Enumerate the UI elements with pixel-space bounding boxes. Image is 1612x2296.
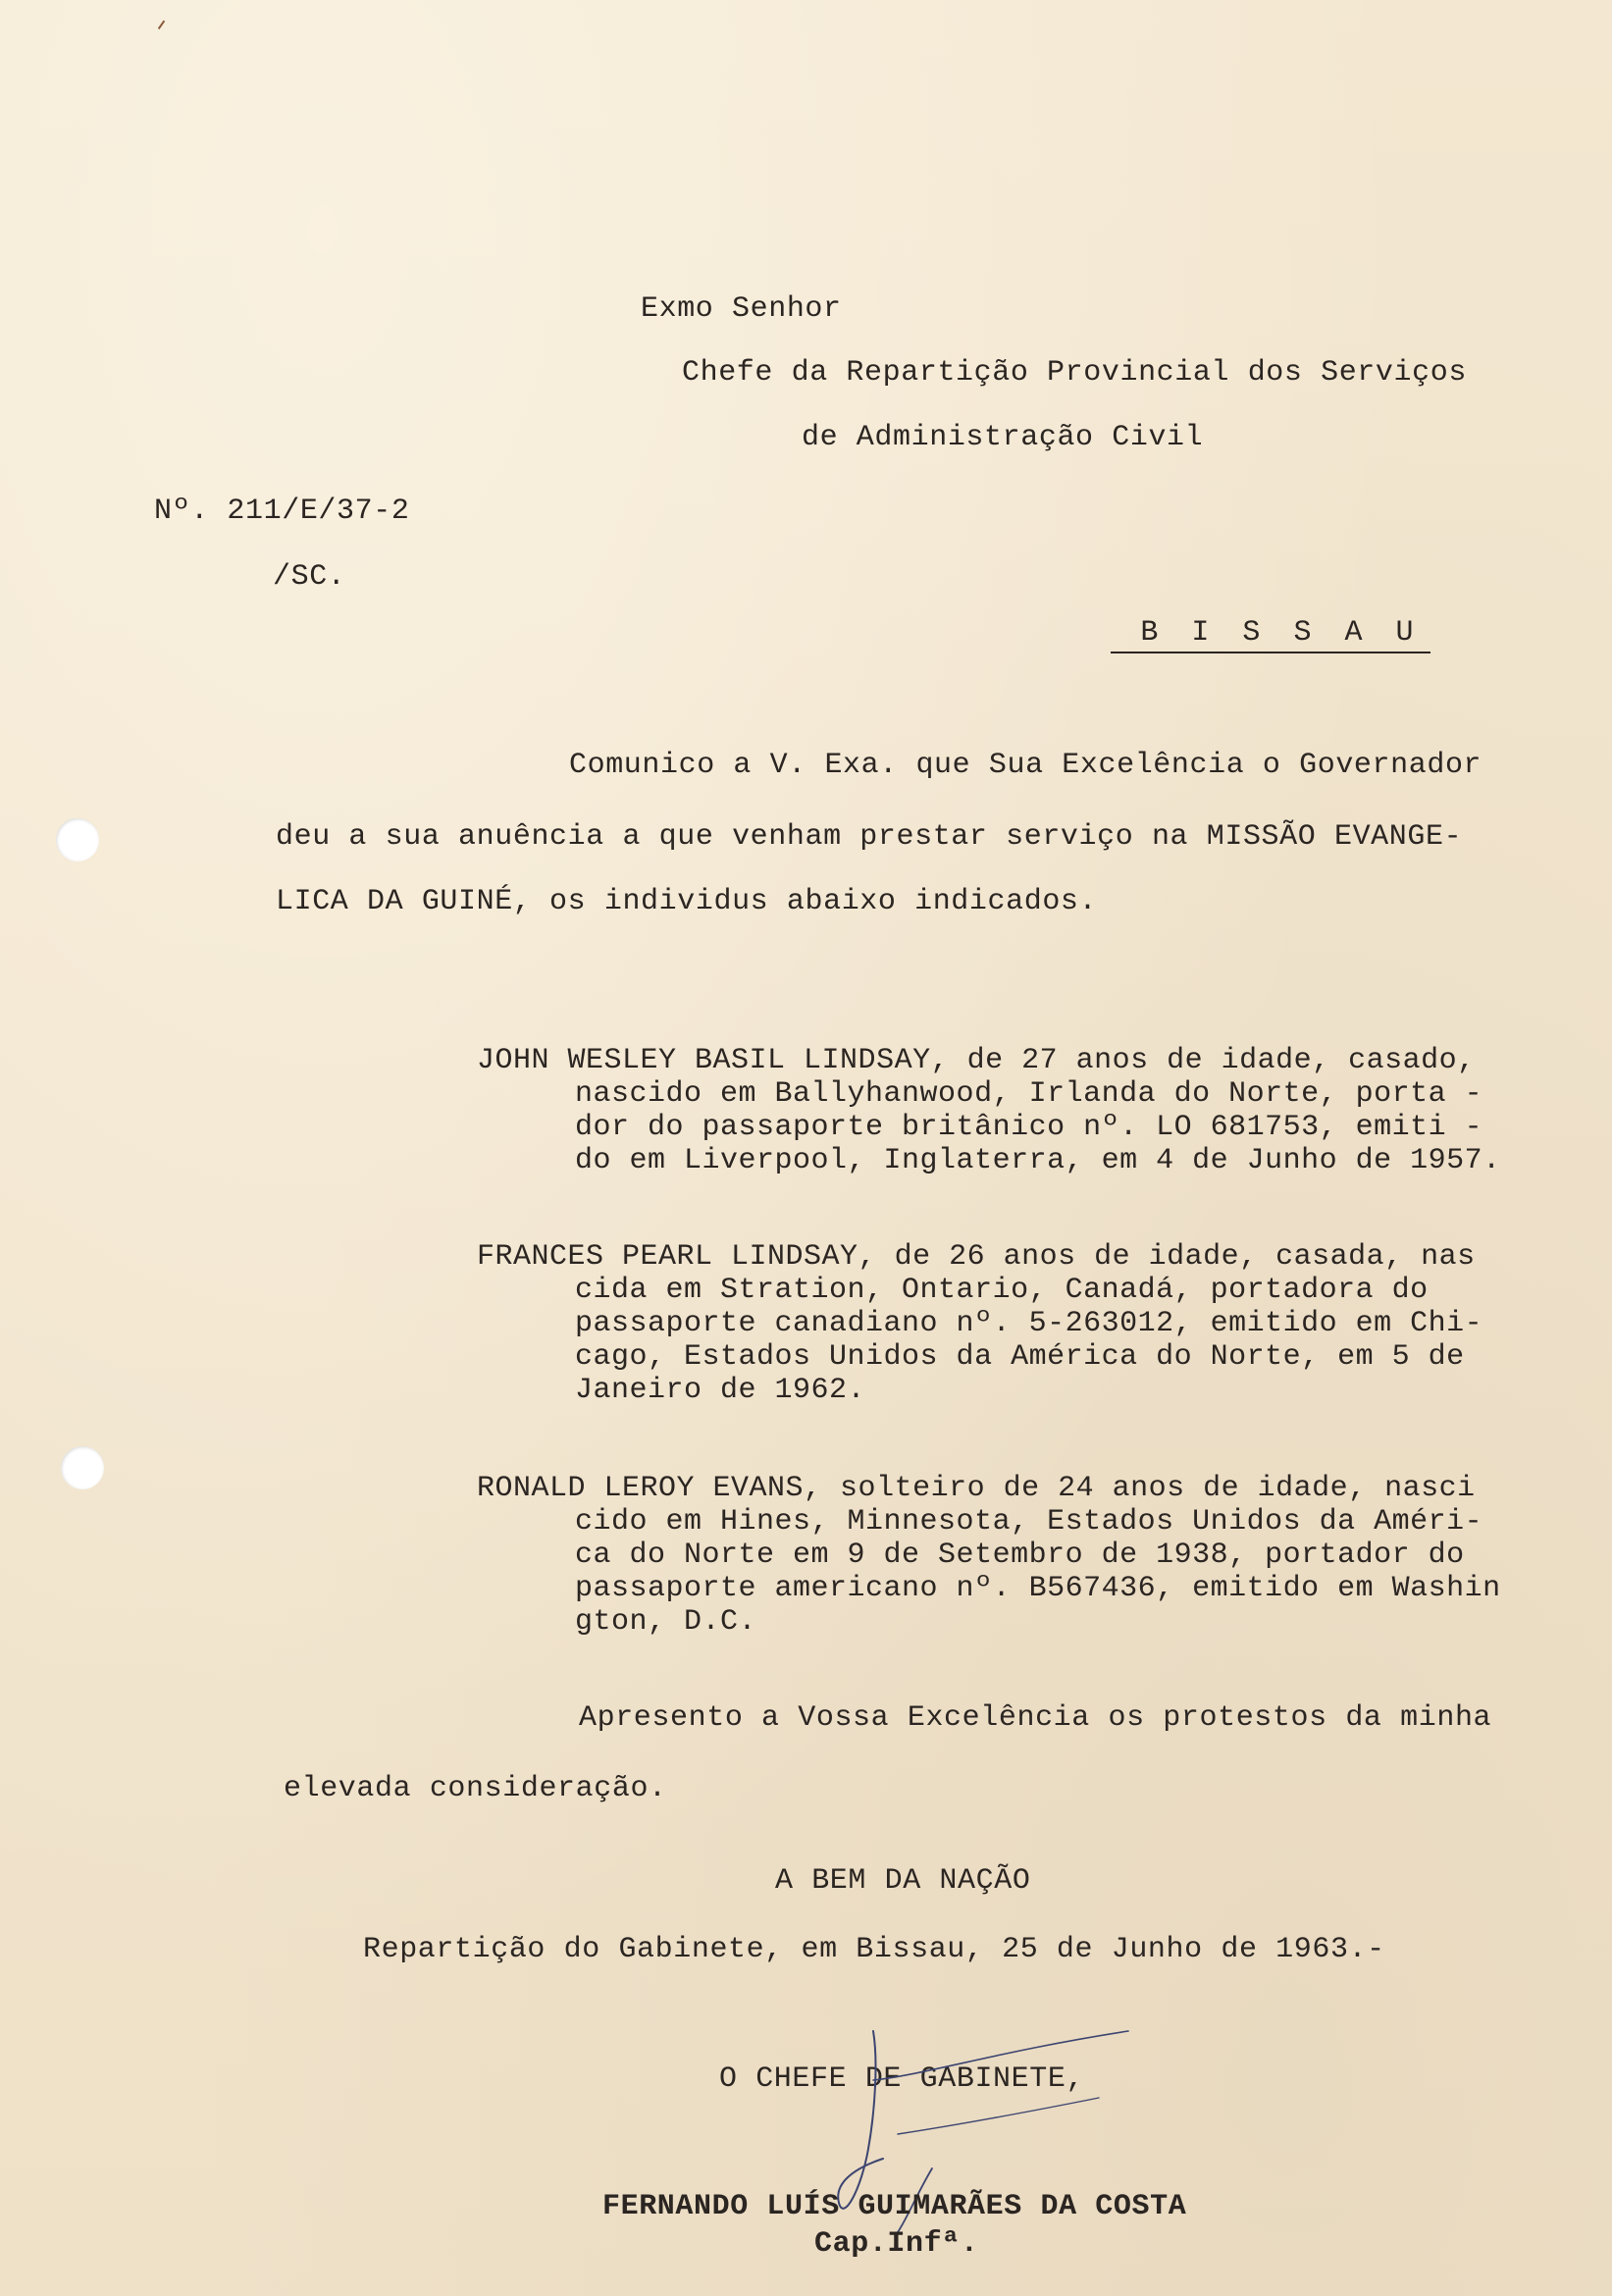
- person-3-details: cido em Hines, Minnesota, Estados Unidos da Améri- ca do Norte em 9 de Setembro de 1938, portador do passaporte americano nº. B567436, emitido em Washin gton, D.C.: [575, 1505, 1501, 1639]
- date-place: Repartição do Gabinete, em Bissau, 25 de Junho de 1963.-: [363, 1933, 1385, 1966]
- person-2-first-line: FRANCES PEARL LINDSAY, de 26 anos de idade, casada, nas: [477, 1240, 1476, 1274]
- signatory-rank: Cap.Infª.: [814, 2227, 979, 2261]
- person-2-details: cida em Stration, Ontario, Canadá, portadora do passaporte canadiano nº. 5-263012, emitido em Chi- cago, Estados Unidos da América do Norte, em 5 de Janeiro de 1962.: [575, 1274, 1483, 1407]
- person-entry-1: [477, 1044, 1501, 1177]
- reference-suffix: /SC.: [273, 560, 346, 594]
- intro-line-1: Comunico a V. Exa. que Sua Excelência o Governador: [569, 749, 1482, 782]
- closing-line-2: elevada consideração.: [284, 1772, 667, 1805]
- person-entry-3: [477, 1472, 1501, 1639]
- person-3-first-line: RONALD LEROY EVANS, solteiro de 24 anos de idade, nasci: [477, 1472, 1476, 1505]
- closing-line-1: Apresento a Vossa Excelência os protestos da minha: [579, 1701, 1492, 1735]
- addressee-title-line1: Chefe da Repartição Provincial dos Serviços: [682, 356, 1467, 390]
- addressee-title-line2: de Administração Civil: [802, 421, 1204, 454]
- punch-hole-bottom: [61, 1446, 104, 1489]
- reference-number: Nº. 211/E/37-2: [154, 495, 410, 528]
- intro-line-2: deu a sua anuência a que venham prestar serviço na MISSÃO EVANGE-: [276, 820, 1463, 854]
- signatory-role: O CHEFE DE GABINETE,: [719, 2062, 1085, 2096]
- person-entry-2: [477, 1240, 1482, 1407]
- person-1-first-line: JOHN WESLEY BASIL LINDSAY, de 27 anos de idade, casado,: [477, 1044, 1476, 1077]
- motto: A BEM DA NAÇÃO: [775, 1864, 1031, 1898]
- punch-hole-top: [56, 818, 99, 861]
- addressee-salutation: Exmo Senhor: [641, 292, 842, 326]
- pencil-tick-mark: [158, 21, 170, 33]
- person-1-details: nascido em Ballyhanwood, Irlanda do Norte, porta - dor do passaporte britânico nº. LO 681753, emiti - do em Liverpool, Inglaterra, em 4 de Junho de 1957.: [575, 1077, 1501, 1177]
- intro-line-3: LICA DA GUINÉ, os individus abaixo indicados.: [276, 885, 1098, 918]
- signatory-name: FERNANDO LUÍS GUIMARÃES DA COSTA: [602, 2190, 1187, 2223]
- addressee-city: B I S S A U: [1111, 616, 1430, 653]
